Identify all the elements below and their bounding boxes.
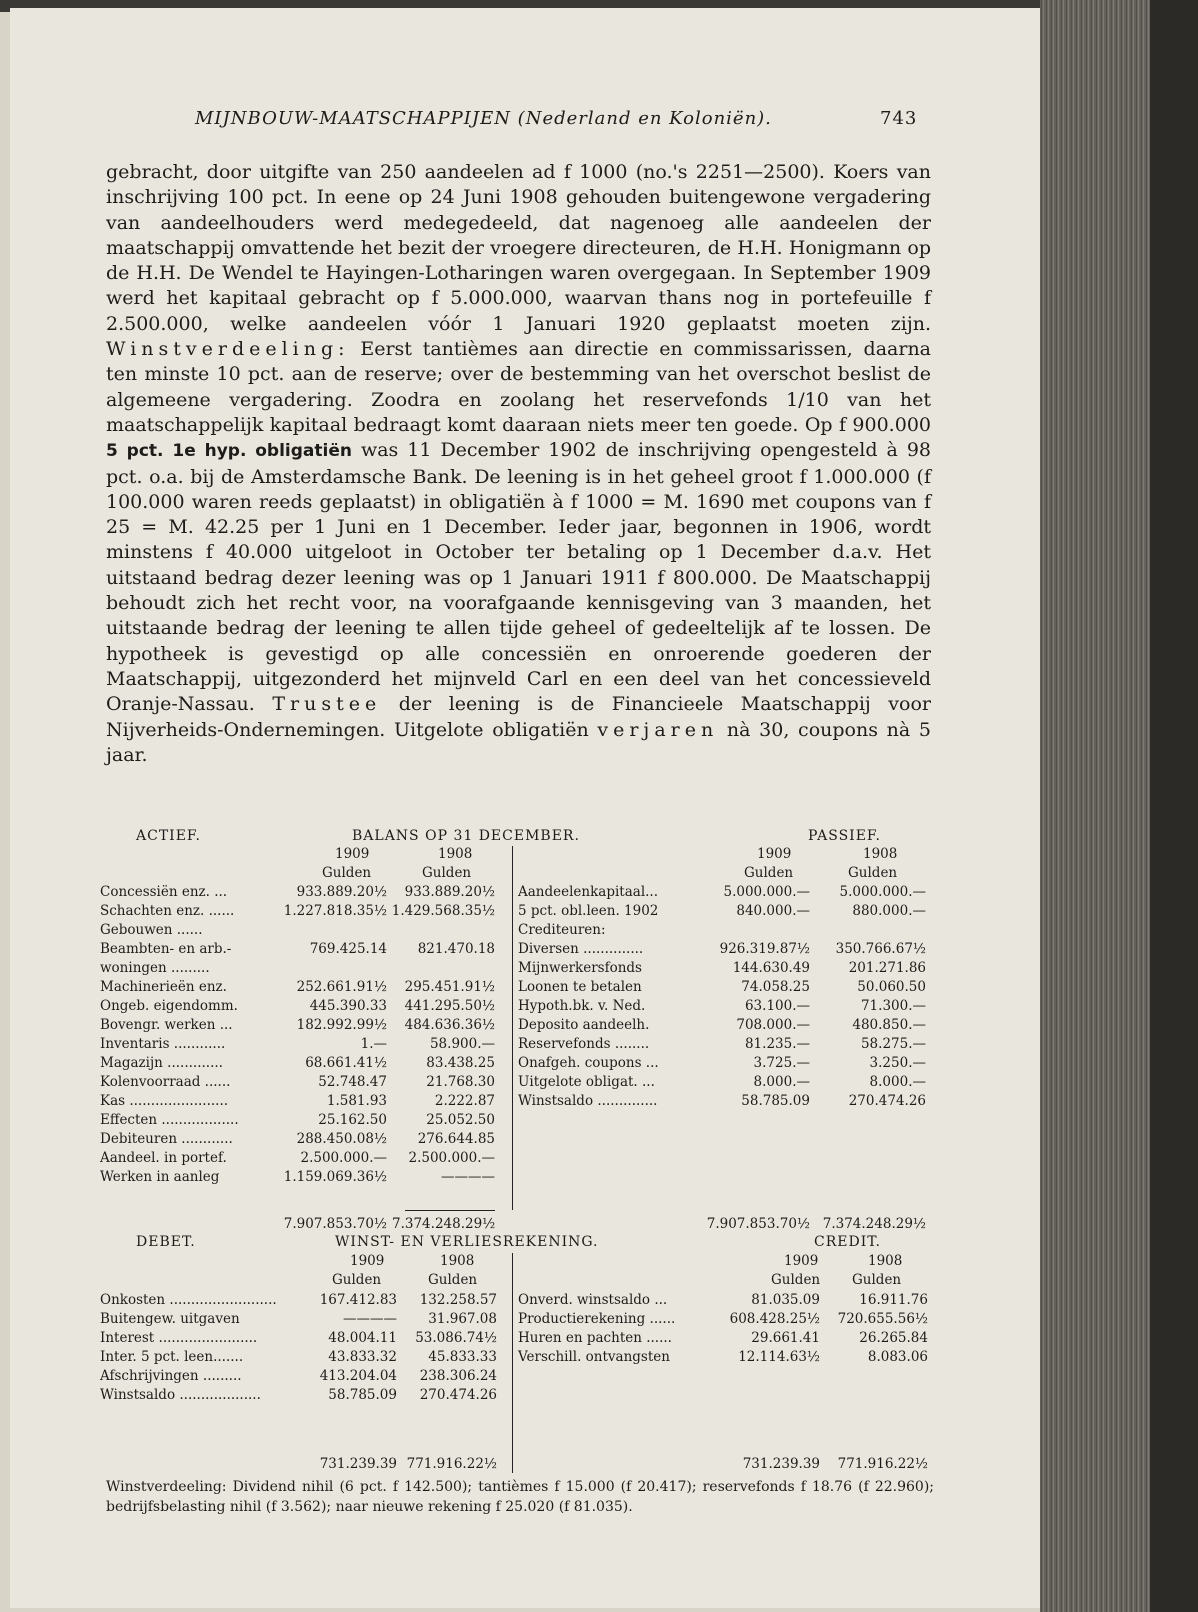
actief-value-1908: ———— (441, 1169, 495, 1185)
credit-label: Verschill. ontvangsten (518, 1349, 670, 1365)
actief-label: Bovengr. werken ... (100, 1017, 233, 1033)
actief-value-1909: 2.500.000.— (300, 1150, 387, 1166)
passief-value-1909: 926.319.87½ (719, 941, 810, 957)
balans-year1-right: 1909 (757, 846, 792, 862)
winst-unit1-right: Gulden (771, 1272, 821, 1288)
actief-label: Inventaris ............ (100, 1036, 226, 1052)
debet-value-1908: 238.306.24 (419, 1368, 497, 1384)
actief-label: Machinerieën enz. (100, 979, 227, 995)
actief-value-1908: 276.644.85 (417, 1131, 495, 1147)
credit-label: Onverd. winstsaldo ... (518, 1292, 668, 1308)
winst-right-title: CREDIT. (814, 1234, 881, 1250)
actief-value-1908: 58.900.— (429, 1036, 495, 1052)
credit-value-1908: 8.083.06 (867, 1349, 928, 1365)
passief-value-1908: 480.850.— (852, 1017, 926, 1033)
debet-label: Winstsaldo ................... (100, 1387, 261, 1403)
actief-label: Effecten .................. (100, 1112, 239, 1128)
winst-left-title: DEBET. (136, 1234, 196, 1250)
actief-value-1908: 295.451.91½ (404, 979, 495, 995)
passief-label: Reservefonds ........ (518, 1036, 650, 1052)
passief-label: Winstsaldo .............. (518, 1093, 658, 1109)
actief-label: Kolenvoorraad ...... (100, 1074, 231, 1090)
passief-label: Crediteuren: (518, 922, 606, 938)
credit-value-1909: 29.661.41 (751, 1330, 820, 1346)
actief-label: Debiteuren ............ (100, 1131, 233, 1147)
actief-value-1909: 1.581.93 (326, 1093, 387, 1109)
credit-value-1909: 608.428.25½ (729, 1311, 820, 1327)
passief-label: Uitgelote obligat. ... (518, 1074, 655, 1090)
balans-total-left-1908: 7.374.248.29½ (392, 1216, 496, 1232)
actief-label: Concessiën enz. ... (100, 884, 228, 900)
actief-value-1909: 52.748.47 (318, 1074, 387, 1090)
balans-title: BALANS OP 31 DECEMBER. (352, 828, 580, 844)
passief-value-1909: 74.058.25 (741, 979, 810, 995)
actief-value-1909: 68.661.41½ (305, 1055, 387, 1071)
actief-label: woningen ......... (100, 960, 210, 976)
actief-label: Ongeb. eigendomm. (100, 998, 238, 1014)
actief-value-1909: 769.425.14 (309, 941, 387, 957)
balans-unit2-left: Gulden (422, 865, 472, 881)
actief-label: Werken in aanleg (100, 1169, 220, 1185)
trustee-text: der leening is de Financieele Maatschappij voor Nijverheids-Ondernemingen. Uitgelote obligatiën (106, 693, 931, 741)
debet-value-1909: 167.412.83 (319, 1292, 397, 1308)
obligation-heading: 5 pct. 1e hyp. obligatiën (106, 441, 352, 462)
paragraph-end: nà 30, coupons nà 5 jaar. (106, 718, 931, 766)
actief-value-1908: 441.295.50½ (404, 998, 495, 1014)
actief-value-1908: 1.429.568.35½ (391, 903, 495, 919)
balans-unit2-right: Gulden (848, 865, 898, 881)
passief-value-1908: 58.275.— (860, 1036, 926, 1052)
balans-year1-left: 1909 (335, 846, 370, 862)
passief-value-1908: 270.474.26 (848, 1093, 926, 1109)
actief-value-1908: 933.889.20½ (404, 884, 495, 900)
passief-value-1908: 8.000.— (869, 1074, 926, 1090)
passief-label: Loonen te betalen (518, 979, 642, 995)
credit-value-1908: 720.655.56½ (837, 1311, 928, 1327)
actief-label: Gebouwen ...... (100, 922, 203, 938)
passief-value-1909: 3.725.— (753, 1055, 810, 1071)
debet-value-1909: 43.833.32 (328, 1349, 397, 1365)
actief-value-1909: 182.992.99½ (296, 1017, 387, 1033)
debet-label: Onkosten ......................... (100, 1292, 277, 1308)
passief-value-1908: 350.766.67½ (835, 941, 926, 957)
winst-unit2-right: Gulden (852, 1272, 902, 1288)
footer-note (106, 1477, 934, 1517)
debet-value-1908: 270.474.26 (419, 1387, 497, 1403)
passief-label: Mijnwerkersfonds (518, 960, 642, 976)
winst-year2-right: 1908 (868, 1253, 903, 1269)
actief-value-1909: 25.162.50 (318, 1112, 387, 1128)
actief-value-1909: 1.227.818.35½ (283, 903, 387, 919)
winst-total-right-1909: 731.239.39 (742, 1456, 820, 1472)
winstverdeeling-label: Winstverdeeling: (106, 338, 350, 361)
footer-text: Winstverdeeling: Dividend nihil (6 pct. f 142.500); tantièmes f 15.000 (f 20.417); reservefonds f 18.76 (f 22.960); bedrijfsbelasting nihil (f 3.562); naar nieuwe rekening f 25.020 (f 81.035). (106, 1479, 934, 1515)
passief-value-1908: 201.271.86 (848, 960, 926, 976)
passief-value-1909: 63.100.— (744, 998, 810, 1014)
passief-value-1908: 71.300.— (860, 998, 926, 1014)
actief-value-1909: 445.390.33 (309, 998, 387, 1014)
passief-value-1909: 58.785.09 (741, 1093, 810, 1109)
winst-year1-left: 1909 (350, 1253, 385, 1269)
credit-value-1908: 26.265.84 (859, 1330, 928, 1346)
passief-value-1908: 880.000.— (852, 903, 926, 919)
debet-value-1909: 48.004.11 (328, 1330, 397, 1346)
passief-label: Onafgeh. coupons ... (518, 1055, 659, 1071)
passief-value-1908: 50.060.50 (857, 979, 926, 995)
passief-value-1909: 144.630.49 (732, 960, 810, 976)
balans-right-title: PASSIEF. (808, 828, 881, 844)
winst-divider (512, 1253, 513, 1473)
balans-unit1-left: Gulden (322, 865, 372, 881)
winst-unit1-left: Gulden (332, 1272, 382, 1288)
balans-total-right-1908: 7.374.248.29½ (822, 1216, 926, 1232)
page-number: 743 (880, 108, 918, 129)
winst-total-left-1909: 731.239.39 (319, 1456, 397, 1472)
debet-value-1908: 132.258.57 (419, 1292, 497, 1308)
balans-sum-line-left (405, 1210, 495, 1211)
passief-value-1908: 5.000.000.— (839, 884, 926, 900)
actief-value-1909: 933.889.20½ (296, 884, 387, 900)
passief-label: Diversen .............. (518, 941, 644, 957)
winst-year1-right: 1909 (784, 1253, 819, 1269)
credit-label: Huren en pachten ...... (518, 1330, 672, 1346)
credit-label: Productierekening ...... (518, 1311, 676, 1327)
balans-unit1-right: Gulden (744, 865, 794, 881)
actief-label: Kas ....................... (100, 1093, 229, 1109)
balans-year2-left: 1908 (438, 846, 473, 862)
actief-value-1908: 2.222.87 (434, 1093, 495, 1109)
passief-value-1909: 8.000.— (753, 1074, 810, 1090)
balans-total-left-1909: 7.907.853.70½ (283, 1216, 387, 1232)
balans-divider (512, 846, 513, 1210)
credit-value-1909: 81.035.09 (751, 1292, 820, 1308)
passief-label: Hypoth.bk. v. Ned. (518, 998, 646, 1014)
actief-value-1909: 288.450.08½ (296, 1131, 387, 1147)
debet-value-1909: 413.204.04 (319, 1368, 397, 1384)
balans-left-title: ACTIEF. (136, 828, 201, 844)
balans-year2-right: 1908 (863, 846, 898, 862)
debet-value-1908: 45.833.33 (428, 1349, 497, 1365)
debet-value-1908: 53.086.74½ (415, 1330, 497, 1346)
verjaren-label: verjaren (597, 718, 719, 741)
passief-value-1909: 5.000.000.— (723, 884, 810, 900)
balans-total-right-1909: 7.907.853.70½ (706, 1216, 810, 1232)
credit-value-1909: 12.114.63½ (738, 1349, 820, 1365)
actief-value-1908: 821.470.18 (417, 941, 495, 957)
actief-value-1908: 484.636.36½ (404, 1017, 495, 1033)
debet-label: Buitengew. uitgaven (100, 1311, 240, 1327)
running-head-title: MIJNBOUW-MAATSCHAPPIJEN (Nederland en Koloniën). (195, 108, 772, 129)
book-edge (1150, 0, 1198, 1612)
debet-label: Afschrijvingen ......... (100, 1368, 242, 1384)
actief-value-1908: 25.052.50 (426, 1112, 495, 1128)
winst-total-right-1908: 771.916.22½ (837, 1456, 928, 1472)
actief-value-1908: 83.438.25 (426, 1055, 495, 1071)
actief-value-1908: 21.768.30 (426, 1074, 495, 1090)
debet-label: Inter. 5 pct. leen....... (100, 1349, 244, 1365)
winst-title: WINST- EN VERLIESREKENING. (335, 1234, 599, 1250)
paragraph-1-text: gebracht, door uitgifte van 250 aandeelen ad f 1000 (no.'s 2251—2500). Koers van inschrijving 100 pct. In eene op 24 Juni 1908 gehouden buitengewone vergadering van aandeelhouders werd medegedeeld, dat nagenoeg alle aandeelen der maatschappij omvattende het bezit der vroegere directeuren, de H.H. Honigmann op de H.H. De Wendel te Hayingen-Lotharingen waren overgegaan. In September 1909 werd het kapitaal gebracht op f 5.000.000, waarvan thans nog in portefeuille f 2.500.000, welke aandeelen vóór 1 Januari 1920 geplaatst moeten zijn. (106, 161, 931, 335)
paragraph-2-text: Eerst tantièmes aan directie en commissarissen, daarna ten minste 10 pct. aan de reserve; over de bestemming van het overschot beslist de algemeene vergadering. Zoodra en zoolang het reservefonds 1/10 van het maatschappelijk kapitaal bedraagt komt daaraan niets meer ten goede. Op f 900.000 (106, 338, 932, 436)
actief-value-1909: 1.159.069.36½ (283, 1169, 387, 1185)
passief-value-1909: 840.000.— (736, 903, 810, 919)
credit-value-1908: 16.911.76 (859, 1292, 928, 1308)
actief-value-1909: 252.661.91½ (296, 979, 387, 995)
actief-label: Magazijn ............. (100, 1055, 223, 1071)
debet-value-1908: 31.967.08 (428, 1311, 497, 1327)
passief-label: 5 pct. obl.leen. 1902 (518, 903, 659, 919)
trustee-label: Trustee (272, 693, 382, 716)
actief-label: Beambten- en arb.- (100, 941, 232, 957)
winst-total-left-1908: 771.916.22½ (406, 1456, 497, 1472)
debet-value-1909: 58.785.09 (328, 1387, 397, 1403)
actief-value-1909: 1.— (360, 1036, 387, 1052)
passief-value-1908: 3.250.— (869, 1055, 926, 1071)
winst-unit2-left: Gulden (428, 1272, 478, 1288)
body-text (106, 160, 931, 768)
passief-value-1909: 81.235.— (744, 1036, 810, 1052)
winst-year2-left: 1908 (440, 1253, 475, 1269)
passief-label: Aandeelenkapitaal... (518, 884, 659, 900)
passief-value-1909: 708.000.— (736, 1017, 810, 1033)
passief-label: Deposito aandeelh. (518, 1017, 650, 1033)
actief-label: Schachten enz. ...... (100, 903, 235, 919)
paragraph-2-rest: was 11 December 1902 de inschrijving opengesteld à 98 pct. o.a. bij de Amsterdamsche Bank. De leening is in het geheel groot f 1.000.000 (f 100.000 waren reeds geplaatst) in obligatiën à f 1000 = M. 1690 met coupons van f 25 = M. 42.25 per 1 Juni en 1 December. Ieder jaar, begonnen in 1906, wordt minstens f 40.000 uitgeloot in October ter betaling op 1 December d.a.v. Het uitstaand bedrag dezer leening was op 1 Januari 1911 f 800.000. De Maatschappij behoudt zich het recht voor, na voorafgaande kennisgeving van 3 maanden, het uitstaande bedrag der leening te allen tijde geheel of gedeeltelijk af te lossen. De hypotheek is gevestigd op alle concessiën en onroerende goederen der Maatschappij, uitgezonderd het mijnveld Carl en een deel van het concessieveld Oranje-Nassau. (106, 439, 931, 716)
actief-value-1908: 2.500.000.— (408, 1150, 495, 1166)
actief-label: Aandeel. in portef. (100, 1150, 227, 1166)
debet-label: Interest ....................... (100, 1330, 258, 1346)
debet-value-1909: ———— (343, 1311, 397, 1327)
paragraph-1 (106, 160, 931, 768)
